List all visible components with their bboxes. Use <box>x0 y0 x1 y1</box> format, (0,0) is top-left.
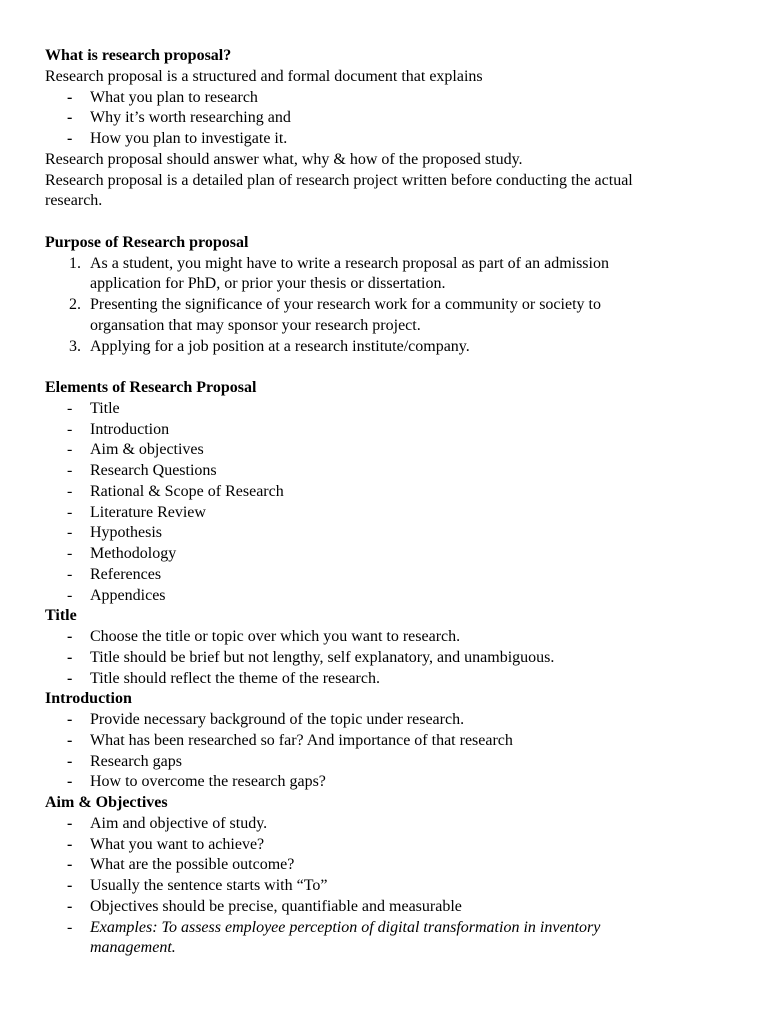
list-dash: - <box>67 918 73 936</box>
list-item <box>45 565 735 586</box>
list-item-text: How you plan to investigate it. <box>90 130 288 147</box>
list-item-text: Choose the title or topic over which you want to research. <box>90 628 461 645</box>
list-item <box>45 669 735 690</box>
list-item <box>45 399 735 420</box>
list-dash: - <box>67 545 73 562</box>
list-item-text: Aim and objective of study. <box>90 814 268 832</box>
item-number: 3. <box>69 337 81 355</box>
list-item-text: Title <box>90 399 120 417</box>
list-item <box>45 855 735 876</box>
list-item-text: Rational & Scope of Research <box>90 482 284 500</box>
list-item-text: Hypothesis <box>90 524 162 542</box>
example-continuation: management. <box>90 939 176 957</box>
heading-aim-objectives: Aim & Objectives <box>45 794 168 811</box>
list-item-text: What you want to achieve? <box>90 835 265 853</box>
list-item-continuation: application for PhD, or prior your thesis or dissertation. <box>90 275 446 293</box>
list-item <box>45 752 735 773</box>
bullet-dash: - <box>67 88 73 106</box>
list-dash: - <box>67 503 73 521</box>
list-item-text: Why it’s worth researching and <box>90 109 291 127</box>
paragraph: Research proposal should answer what, why & how of the proposed study. <box>45 150 523 168</box>
list-item <box>45 648 735 669</box>
list-dash: - <box>67 420 73 438</box>
list-item-text: How to overcome the research gaps? <box>90 773 326 791</box>
bullet-dash: - <box>67 669 73 687</box>
list-item <box>45 482 735 503</box>
list-dash: - <box>67 399 73 417</box>
paragraph: Research proposal is a detailed plan of research project written before conducting the actual <box>45 171 633 189</box>
bullet-dash: - <box>67 877 73 894</box>
paragraph: research. <box>45 192 103 210</box>
paragraph: Research proposal is a structured and formal document that explains <box>45 67 483 85</box>
list-item <box>45 835 735 856</box>
list-item-text: Aim & objectives <box>90 441 204 459</box>
list-item-text: Introduction <box>90 420 170 438</box>
list-item <box>45 523 735 544</box>
list-item-continuation: organsation that may sponsor your research project. <box>90 316 421 334</box>
list-item-text: As a student, you might have to write a research proposal as part of an admission <box>90 254 609 272</box>
list-item-text: What has been researched so far? And importance of that research <box>90 731 513 749</box>
spacer <box>45 357 735 378</box>
item-number: 1. <box>69 254 81 272</box>
item-number: 2. <box>69 296 81 313</box>
list-item <box>45 420 735 441</box>
list-item <box>45 108 735 129</box>
list-item <box>45 586 735 607</box>
heading-title: Title <box>45 607 77 625</box>
list-item <box>45 129 735 150</box>
list-item-text: What are the possible outcome? <box>90 856 295 874</box>
document-body <box>45 46 735 959</box>
list-item-text: Objectives should be precise, quantifiable and measurable <box>90 897 462 915</box>
list-item <box>45 814 735 835</box>
list-item <box>45 731 735 752</box>
list-item-text: Usually the sentence starts with “To” <box>90 877 328 894</box>
heading-introduction: Introduction <box>45 690 132 708</box>
example-item <box>45 918 735 939</box>
numbered-item <box>45 337 735 358</box>
numbered-item <box>45 254 735 275</box>
list-item <box>45 897 735 918</box>
list-dash: - <box>67 586 73 604</box>
list-item-text: Appendices <box>90 586 166 604</box>
list-item-text: Literature Review <box>90 503 206 521</box>
bullet-dash: - <box>67 752 73 770</box>
list-item-text: Presenting the significance of your research work for a community or society to <box>90 296 601 313</box>
list-dash: - <box>67 565 73 583</box>
heading-purpose: Purpose of Research proposal <box>45 233 249 251</box>
list-item <box>45 440 735 461</box>
list-dash: - <box>67 462 73 479</box>
bullet-dash: - <box>67 628 73 645</box>
list-item-text: Research gaps <box>90 752 182 770</box>
bullet-dash: - <box>67 897 73 915</box>
list-item-text: Methodology <box>90 545 177 562</box>
list-item <box>45 461 735 482</box>
list-item <box>45 627 735 648</box>
list-item-text: Research Questions <box>90 462 217 479</box>
numbered-item <box>45 295 735 316</box>
bullet-dash: - <box>67 109 73 127</box>
list-item-text: What you plan to research <box>90 88 258 106</box>
spacer <box>45 212 735 233</box>
example-text: Examples: To assess employee perception of digital transformation in inventory <box>90 918 601 936</box>
list-dash: - <box>67 482 73 500</box>
list-item <box>45 88 735 109</box>
bullet-dash: - <box>67 130 73 147</box>
bullet-dash: - <box>67 731 73 749</box>
list-dash: - <box>67 524 73 542</box>
list-item-text: Applying for a job position at a research institute/company. <box>90 337 470 355</box>
bullet-dash: - <box>67 773 73 791</box>
list-item <box>45 876 735 897</box>
list-item-text: Title should be brief but not lengthy, self explanatory, and unambiguous. <box>90 648 555 666</box>
bullet-dash: - <box>67 835 73 853</box>
list-item-text: Title should reflect the theme of the research. <box>90 669 380 687</box>
bullet-dash: - <box>67 648 73 666</box>
heading-elements: Elements of Research Proposal <box>45 379 257 396</box>
list-dash: - <box>67 441 73 459</box>
list-item-text: References <box>90 565 162 583</box>
bullet-dash: - <box>67 711 73 728</box>
bullet-dash: - <box>67 856 73 874</box>
list-item <box>45 710 735 731</box>
list-item-text: Provide necessary background of the topic under research. <box>90 711 465 728</box>
list-item <box>45 503 735 524</box>
list-item <box>45 544 735 565</box>
list-item <box>45 772 735 793</box>
bullet-dash: - <box>67 814 73 832</box>
heading-what-is-research-proposal: What is research proposal? <box>45 47 232 64</box>
